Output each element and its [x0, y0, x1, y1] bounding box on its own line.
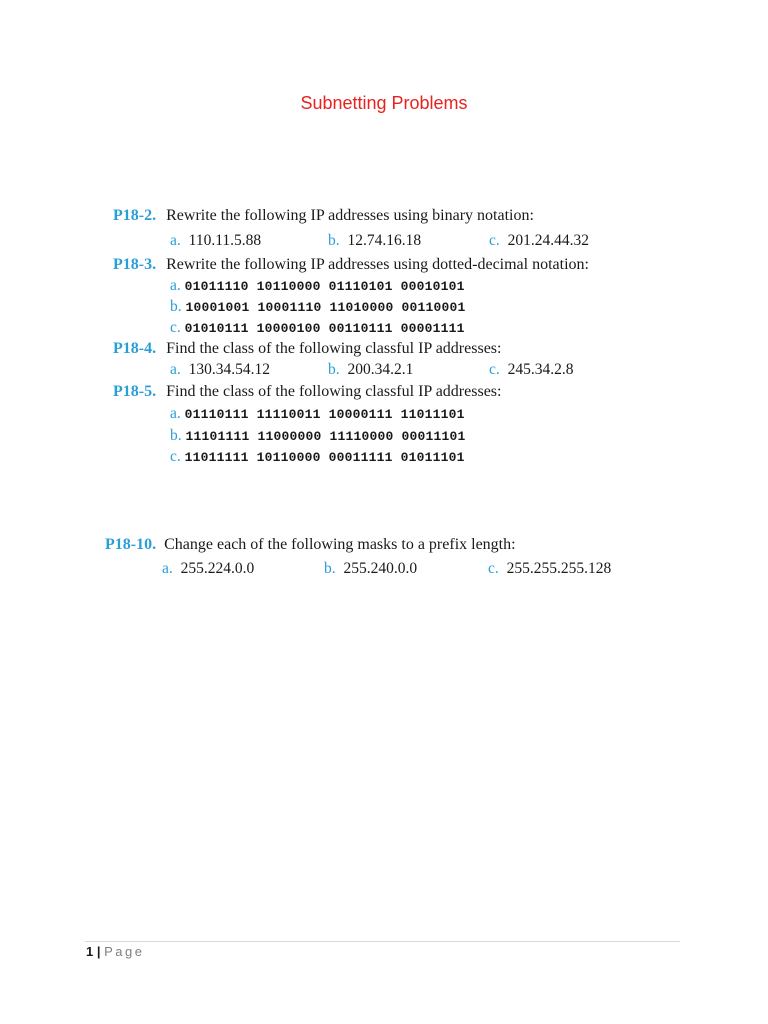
page-footer [86, 944, 145, 959]
problem-text: Find the class of the following classful IP addresses: [166, 383, 502, 400]
option-c: c. 245.34.2.8 [489, 361, 574, 378]
problem-label: P18-10. [105, 536, 157, 553]
problem-text: Rewrite the following IP addresses using dotted-decimal notation: [166, 256, 589, 273]
footer-divider [85, 941, 680, 942]
option-a: a. 01110111 11110011 10000111 11011101 [170, 405, 465, 422]
problem-label: P18-3. [113, 256, 157, 273]
option-a: a. 130.34.54.12 [170, 361, 271, 378]
problem-text: Rewrite the following IP addresses using binary notation: [166, 207, 534, 224]
option-a: a. 255.224.0.0 [162, 560, 255, 577]
problem-label: P18-5. [113, 383, 157, 400]
option-c: c. 01010111 10000100 00110111 00001111 [170, 319, 465, 336]
problem-text: Change each of the following masks to a prefix length: [164, 536, 516, 553]
page-word: Page [104, 944, 145, 959]
page-number: 1 [86, 944, 94, 959]
option-c: c. 201.24.44.32 [489, 232, 590, 249]
option-a: a. 01011110 10110000 01110101 00010101 [170, 277, 465, 294]
option-a: a. 110.11.5.88 [170, 232, 262, 249]
option-c: c. 255.255.255.128 [488, 560, 612, 577]
option-b: b. 255.240.0.0 [324, 560, 418, 577]
option-c: c. 11011111 10110000 00011111 01011101 [170, 448, 465, 465]
option-b: b. 10001001 10001110 11010000 00110001 [170, 298, 466, 315]
problem-label: P18-2. [113, 207, 157, 224]
option-b: b. 11101111 11000000 11110000 00011101 [170, 427, 466, 444]
problem-label: P18-4. [113, 340, 157, 357]
footer-separator: | [96, 944, 101, 959]
option-b: b. 12.74.16.18 [328, 232, 422, 249]
option-b: b. 200.34.2.1 [328, 361, 414, 378]
problem-text: Find the class of the following classful IP addresses: [166, 340, 502, 357]
page-title: Subnetting Problems [300, 93, 468, 113]
